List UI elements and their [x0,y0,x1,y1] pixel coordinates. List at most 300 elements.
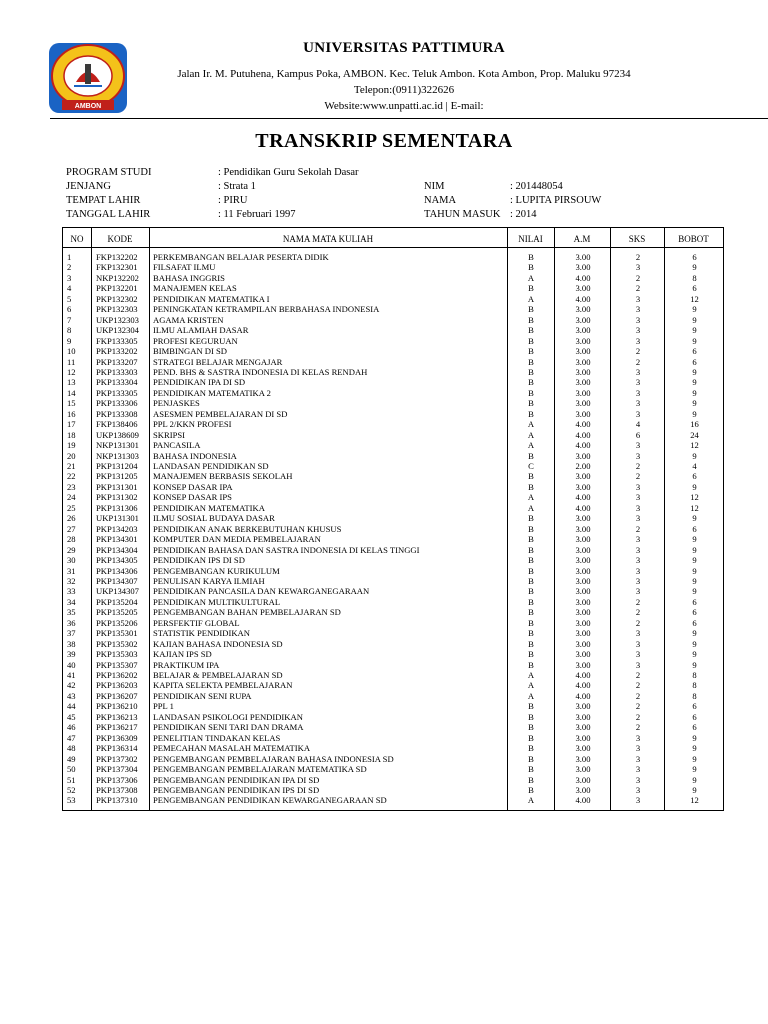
col-header-sks: SKS [628,234,646,244]
row-bobot: 9 [692,534,697,545]
row-no: 48 [67,743,76,754]
row-kode: PKP131205 [96,471,138,482]
row-sks: 3 [635,795,641,806]
row-no: 43 [67,690,76,701]
row-bobot: 9 [692,764,697,775]
row-sks: 3 [635,450,641,461]
row-nama: PENGEMBANGAN PEMBELAJARAN BAHASA INDONESIA SD [153,753,394,764]
row-am: 4.00 [575,293,591,304]
table-row [63,660,723,670]
row-nilai: B [528,638,534,649]
university-name: UNIVERSITAS PATTIMURA [303,40,505,56]
row-nama: SKRIPSI [153,429,185,440]
row-kode: PKP132302 [96,293,138,304]
row-sks: 3 [635,481,641,492]
table-row [63,670,723,680]
row-nilai: B [528,252,534,262]
row-am: 3.00 [575,377,591,388]
row-am: 3.00 [575,544,591,555]
table-row [63,482,723,492]
row-kode: PKP135303 [96,649,138,660]
row-bobot: 9 [692,753,697,764]
row-sks: 3 [635,325,641,336]
row-kode: PKP136213 [96,711,138,722]
row-am: 3.00 [575,555,591,566]
row-bobot: 6 [692,346,697,357]
row-nilai: B [528,314,534,325]
row-nilai: A [527,795,535,806]
row-nilai: B [528,408,534,419]
row-nama: FILSAFAT ILMU [153,262,216,273]
row-nilai: B [528,659,534,670]
row-kode: FKP138406 [96,419,138,430]
row-am: 3.00 [575,784,591,795]
row-no: 44 [67,701,76,712]
row-nama: PROFESI KEGURUAN [153,335,238,346]
row-nilai: B [528,387,534,398]
row-sks: 3 [635,513,641,524]
row-no: 15 [67,398,76,409]
letterhead [0,0,768,120]
row-no: 38 [67,638,76,649]
table-row [63,262,723,272]
table-row [63,764,723,774]
row-no: 50 [67,764,76,775]
table-row [63,743,723,753]
row-no: 47 [67,732,76,743]
row-bobot: 9 [692,262,697,273]
row-am: 3.00 [575,764,591,775]
table-row [63,775,723,785]
row-bobot: 9 [692,628,697,639]
row-sks: 2 [635,356,641,367]
row-bobot: 9 [692,387,697,398]
row-nilai: B [528,764,534,775]
row-nilai: B [528,743,534,754]
row-bobot: 12 [690,440,699,451]
row-kode: PKP137308 [96,784,138,795]
row-bobot: 12 [690,795,699,806]
row-nilai: B [528,628,534,639]
table-row [63,388,723,398]
row-bobot: 9 [692,366,697,377]
row-nama: PENDIDIKAN MATEMATIKA 2 [153,387,271,398]
table-row [63,451,723,461]
row-nama: ILMU SOSIAL BUDAYA DASAR [153,513,275,524]
row-nama: PENGEMBANGAN PENDIDIKAN IPA DI SD [153,774,320,785]
row-nama: PENDIDIKAN BAHASA DAN SASTRA INDONESIA DI KELAS TINGGI [153,544,420,555]
table-row [63,492,723,502]
row-kode: UKP134307 [96,586,139,597]
row-nama: PENGEMBANGAN BAHAN PEMBELAJARAN SD [153,607,341,618]
row-bobot: 9 [692,335,697,346]
row-nama: KAJIAN IPS SD [153,649,212,660]
row-kode: PKP136314 [96,743,138,754]
row-kode: PKP133306 [96,398,138,409]
row-bobot: 9 [692,575,697,586]
university-phone: Telepon:(0911)322626 [353,84,455,96]
row-nama: PERSFEKTIF GLOBAL [153,617,240,628]
row-sks: 3 [635,784,641,795]
table-row [63,440,723,450]
row-nilai: B [528,565,534,576]
table-row [63,566,723,576]
row-no: 17 [67,419,76,430]
row-nilai: A [527,690,535,701]
row-no: 24 [67,492,76,503]
row-no: 39 [67,649,76,660]
table-row [63,357,723,367]
row-bobot: 4 [692,461,697,471]
row-nama: PERKEMBANGAN BELAJAR PESERTA DIDIK [153,252,329,262]
tempat-lahir-value: : PIRU [218,195,248,206]
row-kode: PKP133308 [96,408,138,419]
table-row [63,555,723,565]
row-nama: PENDIDIKAN SENI RUPA [153,690,252,701]
row-kode: PKP136207 [96,690,138,701]
table-row [63,680,723,690]
row-nama: PANCASILA [153,440,201,451]
row-am: 3.00 [575,450,591,461]
row-bobot: 6 [692,523,697,534]
row-nilai: B [528,575,534,586]
row-kode: PKP136210 [96,701,138,712]
row-bobot: 9 [692,408,697,419]
row-am: 4.00 [575,502,591,513]
row-nilai: B [528,774,534,785]
row-nama: KAJIAN BAHASA INDONESIA SD [153,638,283,649]
table-row [63,346,723,356]
row-nama: ILMU ALAMIAH DASAR [153,325,249,336]
table-row [63,754,723,764]
nim-label: NIM [424,181,445,192]
row-sks: 2 [635,701,641,712]
table-row [63,597,723,607]
row-nama: LANDASAN PENDIDIKAN SD [153,461,269,471]
row-kode: UKP132304 [96,325,139,336]
row-am: 4.00 [575,429,591,440]
row-no: 6 [67,304,72,315]
row-nilai: B [528,784,534,795]
row-nilai: B [528,450,534,461]
row-nilai: B [528,377,534,388]
row-am: 4.00 [575,272,591,283]
row-bobot: 9 [692,398,697,409]
col-header-bobot: BOBOT [678,234,709,244]
row-no: 42 [67,680,76,691]
row-bobot: 9 [692,743,697,754]
row-kode: PKP136203 [96,680,138,691]
row-bobot: 8 [692,690,697,701]
row-no: 19 [67,440,76,451]
row-bobot: 9 [692,784,697,795]
row-am: 3.00 [575,743,591,754]
table-row [63,430,723,440]
jenjang-value: : Strata 1 [218,181,256,192]
row-nama: PENGEMBANGAN KURIKULUM [153,565,280,576]
row-am: 3.00 [575,366,591,377]
row-kode: PKP131306 [96,502,138,513]
table-row [63,607,723,617]
row-bobot: 12 [690,502,699,513]
row-nama: KOMPUTER DAN MEDIA PEMBELAJARAN [153,534,321,545]
row-no: 16 [67,408,76,419]
row-bobot: 9 [692,586,697,597]
row-kode: PKP135204 [96,596,138,607]
row-nilai: B [528,732,534,743]
row-kode: UKP138609 [96,429,139,440]
row-am: 3.00 [575,387,591,398]
row-nilai: B [528,325,534,336]
row-no: 13 [67,377,76,388]
col-header-nilai: NILAI [518,234,543,244]
row-nama: STRATEGI BELAJAR MENGAJAR [153,356,283,367]
transcript-table [62,227,724,811]
row-no: 4 [67,283,72,294]
row-kode: NKP131301 [96,440,139,451]
row-nilai: A [527,670,535,680]
row-am: 2.00 [575,461,591,471]
row-am: 3.00 [575,617,591,628]
row-nama: KAPITA SELEKTA PEMBELAJARAN [153,680,293,691]
row-sks: 2 [635,272,641,283]
row-nama: PENDIDIKAN SENI TARI DAN DRAMA [153,722,304,733]
row-kode: PKP134203 [96,523,138,534]
table-row [63,283,723,293]
row-nama: PEND. BHS & SASTRA INDONESIA DI KELAS RENDAH [153,366,368,377]
row-kode: UKP131301 [96,513,139,524]
university-address: Jalan Ir. M. Putuhena, Kampus Poka, AMBON. Kec. Teluk Ambon. Kota Ambon, Prop. Maluku 97234 [177,68,631,80]
row-bobot: 9 [692,659,697,670]
row-kode: PKP135205 [96,607,138,618]
program-studi-value: : Pendidikan Guru Sekolah Dasar [218,167,359,178]
row-am: 3.00 [575,774,591,785]
row-am: 3.00 [575,575,591,586]
table-row [63,325,723,335]
row-kode: PKP133202 [96,346,138,357]
row-kode: FKP132301 [96,262,138,273]
table-row [63,461,723,471]
row-bobot: 6 [692,471,697,482]
row-no: 23 [67,481,76,492]
row-nilai: A [527,429,535,440]
row-no: 29 [67,544,76,555]
row-nama: AGAMA KRISTEN [153,314,224,325]
nama-value: : LUPITA PIRSOUW [510,195,602,206]
row-kode: FKP133305 [96,335,138,346]
row-bobot: 9 [692,325,697,336]
row-no: 9 [67,335,72,346]
row-nama: PENDIDIKAN MULTIKULTURAL [153,596,281,607]
row-nama: KONSEP DASAR IPS [153,492,232,503]
row-sks: 3 [635,534,641,545]
row-am: 3.00 [575,628,591,639]
row-am: 3.00 [575,638,591,649]
row-kode: PKP133305 [96,387,138,398]
col-header-no: NO [70,234,84,244]
table-row [63,785,723,795]
row-am: 3.00 [575,471,591,482]
row-nama: BELAJAR & PEMBELAJARAN SD [153,670,283,680]
row-kode: NKP132202 [96,272,139,283]
row-nilai: B [528,283,534,294]
row-kode: PKP135302 [96,638,138,649]
row-am: 3.00 [575,325,591,336]
row-am: 3.00 [575,722,591,733]
table-row [63,545,723,555]
row-nama: STATISTIK PENDIDIKAN [153,628,250,639]
row-nama: MANAJEMEN KELAS [153,283,237,294]
table-row [63,273,723,283]
row-bobot: 6 [692,701,697,712]
row-no: 46 [67,722,76,733]
row-no: 2 [67,262,72,273]
row-nilai: A [527,680,535,691]
row-sks: 3 [635,492,641,503]
row-bobot: 8 [692,680,697,691]
row-am: 4.00 [575,492,591,503]
row-bobot: 6 [692,283,697,294]
row-no: 10 [67,346,76,357]
table-row [63,649,723,659]
row-nama: PEMECAHAN MASALAH MATEMATIKA [153,743,311,754]
row-nilai: B [528,523,534,534]
row-no: 12 [67,366,76,377]
row-sks: 2 [635,617,641,628]
row-no: 52 [67,784,76,795]
row-sks: 3 [635,408,641,419]
row-nama: PENDIDIKAN ANAK BERKEBUTUHAN KHUSUS [153,523,342,534]
row-nilai: B [528,753,534,764]
row-sks: 2 [635,471,641,482]
row-nama: BAHASA INDONESIA [153,450,237,461]
row-no: 30 [67,555,76,566]
row-no: 49 [67,753,76,764]
row-kode: PKP134307 [96,575,138,586]
row-no: 33 [67,586,76,597]
row-bobot: 6 [692,596,697,607]
row-kode: PKP137302 [96,753,138,764]
row-nilai: A [527,419,535,430]
row-no: 20 [67,450,76,461]
row-bobot: 8 [692,670,697,680]
row-no: 22 [67,471,76,482]
table-row [63,409,723,419]
row-bobot: 24 [690,429,699,440]
row-no: 1 [67,252,72,262]
logo-city-text: AMBON [74,103,102,110]
row-bobot: 6 [692,711,697,722]
table-row [63,586,723,596]
row-nama: PPL 2/KKN PROFESI [153,419,232,430]
row-nilai: B [528,335,534,346]
row-am: 3.00 [575,513,591,524]
table-row [63,712,723,722]
program-studi-label: PROGRAM STUDI [66,167,152,178]
jenjang-label: JENJANG [66,181,111,192]
row-bobot: 6 [692,607,697,618]
header-divider [50,118,768,119]
row-no: 45 [67,711,76,722]
row-no: 32 [67,575,76,586]
row-sks: 3 [635,555,641,566]
row-am: 3.00 [575,649,591,660]
row-nilai: B [528,711,534,722]
col-header-am: A.M [573,234,591,244]
row-no: 40 [67,659,76,670]
row-bobot: 6 [692,356,697,367]
row-sks: 2 [635,680,641,691]
row-bobot: 9 [692,649,697,660]
row-bobot: 9 [692,555,697,566]
row-am: 3.00 [575,262,591,273]
row-bobot: 6 [692,252,697,262]
row-nama: PENDIDIKAN MATEMATIKA [153,502,265,513]
row-am: 3.00 [575,711,591,722]
row-am: 3.00 [575,565,591,576]
row-kode: PKP133304 [96,377,138,388]
row-bobot: 9 [692,377,697,388]
row-no: 11 [67,356,76,367]
row-sks: 2 [635,670,641,680]
table-row [63,639,723,649]
table-row [63,513,723,523]
row-kode: PKP137304 [96,764,138,775]
row-kode: PKP135301 [96,628,138,639]
row-nama: PENJASKES [153,398,200,409]
row-nilai: B [528,555,534,566]
row-nilai: A [527,293,535,304]
document-title: TRANSKRIP SEMENTARA [255,130,513,152]
row-sks: 2 [635,461,641,471]
row-bobot: 6 [692,617,697,628]
table-row [63,628,723,638]
table-row [63,419,723,429]
row-am: 3.00 [575,534,591,545]
row-am: 3.00 [575,398,591,409]
row-sks: 3 [635,659,641,670]
row-nama: PENGEMBANGAN PENDIDIKAN IPS DI SD [153,784,320,795]
tanggal-lahir-label: TANGGAL LAHIR [66,209,151,220]
table-row [63,315,723,325]
row-bobot: 9 [692,732,697,743]
row-bobot: 9 [692,544,697,555]
row-nilai: B [528,262,534,273]
table-row [63,524,723,534]
row-am: 3.00 [575,252,591,262]
row-nama: PENINGKATAN KETRAMPILAN BERBAHASA INDONESIA [153,304,380,315]
row-nama: PENDIDIKAN IPA DI SD [153,377,246,388]
row-no: 3 [67,272,72,283]
tempat-lahir-label: TEMPAT LAHIR [66,195,141,206]
row-nilai: B [528,346,534,357]
row-no: 31 [67,565,76,576]
row-am: 3.00 [575,335,591,346]
row-am: 4.00 [575,419,591,430]
row-nilai: B [528,722,534,733]
row-nilai: A [527,272,535,283]
row-nama: PENDIDIKAN IPS DI SD [153,555,245,566]
row-sks: 3 [635,440,641,451]
table-row [63,471,723,481]
row-am: 3.00 [575,356,591,367]
row-nilai: B [528,481,534,492]
table-row [63,336,723,346]
row-nilai: B [528,471,534,482]
table-row [63,576,723,586]
row-sks: 3 [635,565,641,576]
row-no: 41 [67,670,76,680]
